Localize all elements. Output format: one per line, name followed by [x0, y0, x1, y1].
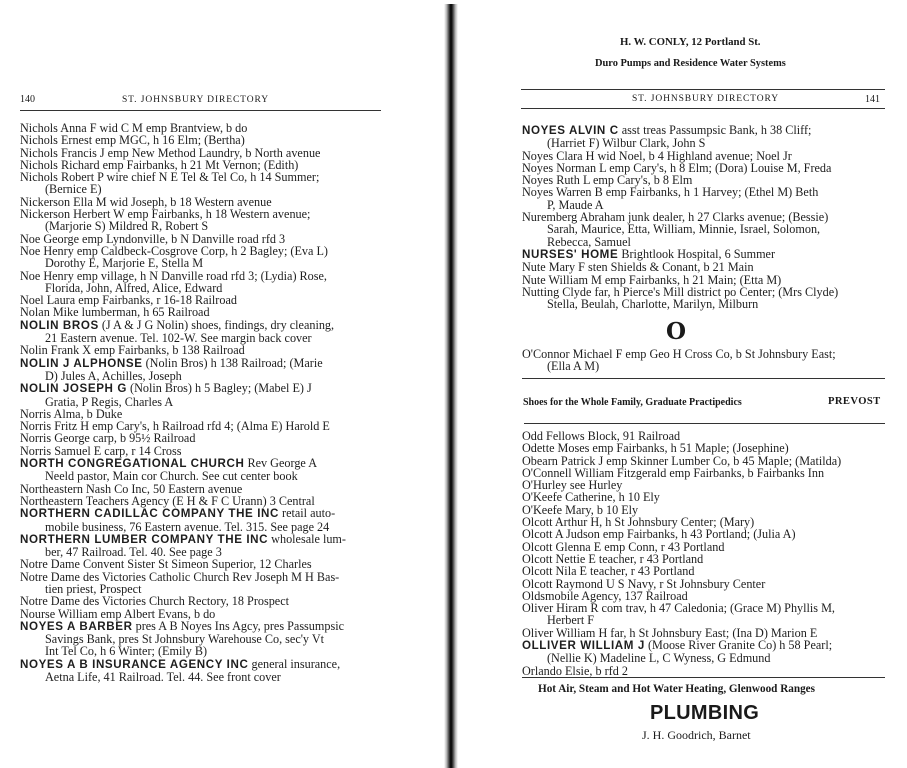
entry-text: Notre Dame des Victories Church Rectory, 18 Prospect	[20, 594, 290, 609]
entry-text: Nutting Clyde far, h Pierce's Mill district po Center; (Mrs Clyde)	[522, 284, 839, 299]
entry-text: mobile business, 76 Eastern avenue. Tel. 315. See page 24	[45, 519, 330, 534]
directory-entry	[20, 457, 346, 483]
entry-text: Dorothy E, Marjorie E, Stella M	[45, 256, 204, 271]
entry-text: Notre Dame Convent Sister St Simeon Superior, 12 Charles	[20, 557, 312, 572]
entry-text: Nichols Francis J emp New Method Laundry, b North avenue	[20, 145, 321, 160]
bottom-ad-plumbing: PLUMBING	[650, 702, 760, 724]
mid-ad-right: PREVOST	[828, 396, 881, 407]
entry-bold-name: NOLIN JOSEPH G	[20, 382, 127, 396]
entry-text: Noyes Warren B emp Fairbanks, h 1 Harvey; (Ethel M) Beth	[522, 185, 819, 200]
top-ad-line1: H. W. CONLY, 12 Portland St.	[620, 36, 761, 48]
entry-text: asst treas Passumpsic Bank, h 38 Cliff;	[618, 123, 812, 137]
entry-text: Olcott Raymond U S Navy, r St Johnsbury Center	[522, 576, 766, 591]
entry-text: retail auto-	[278, 506, 336, 521]
directory-entry	[522, 186, 838, 211]
entry-text: Int Tel Co, h 6 Winter; (Emily B)	[45, 644, 208, 659]
directory-entry	[20, 270, 346, 295]
entry-text: Northeastern Nash Co Inc, 50 Eastern avenue	[20, 481, 243, 496]
entry-text: O'Hurley see Hurley	[522, 478, 623, 493]
entry-text: Neeld pastor, Main cor Church. See cut center book	[45, 469, 298, 484]
running-head: ST. JOHNSBURY DIRECTORY	[632, 94, 779, 104]
entry-text: Nute William M emp Fairbanks, h 21 Main; (Etta M)	[522, 272, 782, 287]
entry-text: Nolin Frank X emp Fairbanks, b 138 Railroad	[20, 343, 245, 358]
entry-continuation-line	[522, 298, 838, 310]
entry-text: general insurance,	[248, 656, 341, 671]
entry-text: Oliver Hiram R com trav, h 47 Caledonia; (Grace M) Phyllis M,	[522, 601, 835, 616]
directory-entry	[522, 602, 841, 627]
entry-text: Nickerson Ella M wid Joseph, b 18 Western avenue	[20, 194, 272, 209]
directory-entry	[522, 665, 841, 677]
entry-text: Oldsmobile Agency, 137 Railroad	[522, 588, 688, 603]
entry-text: Noe George emp Lyndonville, b N Danville road rfd 3	[20, 231, 286, 246]
section-letter-heading: O	[666, 318, 687, 345]
header-rule	[521, 108, 885, 109]
entry-text: Rebecca, Samuel	[547, 234, 631, 249]
entry-text: Odette Moses emp Fairbanks, h 51 Maple; (Josephine)	[522, 441, 789, 456]
entry-text: ber, 47 Railroad. Tel. 40. See page 3	[45, 545, 222, 560]
directory-entry	[20, 620, 346, 658]
entry-text: Olcott A Judson emp Fairbanks, h 43 Portland; (Julia A)	[522, 527, 796, 542]
entry-line	[20, 658, 346, 671]
entry-list-o-first	[522, 348, 836, 373]
entry-text: O'Connell William Fitzgerald emp Fairbanks, b Fairbanks Inn	[522, 465, 825, 480]
entry-text: Noyes Norman L emp Cary's, h 8 Elm; (Dora) Louise M, Freda	[522, 160, 832, 175]
entry-line	[522, 124, 838, 137]
directory-entry	[522, 286, 838, 311]
entry-text: Rev George A	[244, 456, 317, 471]
directory-entry	[20, 245, 346, 270]
header-rule	[20, 110, 381, 111]
entry-text: Nourse William emp Albert Evans, b do	[20, 606, 216, 621]
entry-text: Noyes Clara H wid Noel, b 4 Highland avenue; Noel Jr	[522, 148, 792, 163]
directory-entry	[522, 248, 838, 261]
entry-text: (Moose River Granite Co) h 58 Pearl;	[644, 638, 833, 653]
entry-line	[522, 665, 841, 677]
entry-text: Odd Fellows Block, 91 Railroad	[522, 429, 681, 443]
entry-text: (Nolin Bros) h 138 Railroad; (Marie	[142, 355, 323, 370]
entry-text: Obearn Patrick J emp Skinner Lumber Co, b 45 Maple; (Matilda)	[522, 453, 842, 468]
entry-text: (J A & J G Nolin) shoes, findings, dry cleaning,	[98, 317, 335, 332]
directory-entry	[20, 533, 346, 559]
mid-ad-left: Shoes for the Whole Family, Graduate Practipedics	[523, 397, 742, 408]
entry-bold-name: NOYES A BARBER	[20, 619, 133, 633]
entry-text: Oliver William H far, h St Johnsbury East; (Ina D) Marion E	[522, 625, 818, 640]
entry-text: Noe Henry emp village, h N Danville road rfd 3; (Lydia) Rose,	[20, 268, 327, 283]
right-page	[462, 0, 907, 768]
entry-text: O'Keefe Catherine, h 10 Ely	[522, 490, 660, 505]
entry-bold-name: NORTH CONGREGATIONAL CHURCH	[20, 457, 245, 471]
entry-bold-name: NOYES A B INSURANCE AGENCY INC	[20, 657, 249, 671]
entry-list-left	[20, 122, 346, 683]
entry-bold-name: NORTHERN LUMBER COMPANY THE INC	[20, 532, 269, 546]
entry-text: 21 Eastern avenue. Tel. 102-W. See margin back cover	[45, 331, 312, 346]
entry-bold-name: NORTHERN CADILLAC COMPANY THE INC	[20, 507, 279, 521]
entry-text: pres A B Noyes Ins Agcy, pres Passumpsic	[132, 618, 345, 633]
entry-line	[522, 248, 838, 261]
entry-text: (Harriet F) Wilbur Clark, John S	[547, 136, 706, 151]
entry-text: Stella, Beulah, Charlotte, Marilyn, Milburn	[547, 297, 759, 312]
directory-entry	[20, 507, 346, 533]
entry-text: Northeastern Teachers Agency (E H & F C Urann) 3 Central	[20, 493, 315, 508]
entry-text: Noel Laura emp Fairbanks, r 16-18 Railroad	[20, 293, 237, 308]
entry-text: Nolan Mike lumberman, h 65 Railroad	[20, 305, 210, 320]
directory-entry	[20, 208, 346, 233]
entry-text: Norris Samuel E carp, r 14 Cross	[20, 443, 182, 458]
book-spine	[444, 4, 458, 768]
directory-entry	[20, 319, 346, 345]
entry-text: Florida, John, Alfred, Alice, Edward	[45, 280, 223, 295]
entry-line	[20, 620, 346, 633]
entry-list-n	[522, 124, 838, 310]
entry-text: Nuremberg Abraham junk dealer, h 27 Clarks avenue; (Bessie)	[522, 210, 829, 225]
entry-text: (Nolin Bros) h 5 Bagley; (Mabel E) J	[126, 381, 312, 396]
entry-text: Brightlook Hospital, 6 Summer	[618, 246, 776, 261]
entry-text: Nichols Ernest emp MGC, h 16 Elm; (Bertha)	[20, 133, 245, 148]
entry-bold-name: NOYES ALVIN C	[522, 124, 619, 137]
ad-rule-top	[522, 378, 885, 379]
entry-text: Gratia, P Regis, Charles A	[45, 394, 174, 409]
entry-text: Olcott Arthur H, h St Johnsbury Center; (Mary)	[522, 515, 755, 530]
bottom-ad-line3: J. H. Goodrich, Barnet	[642, 728, 751, 742]
directory-entry	[522, 639, 841, 665]
running-head: ST. JOHNSBURY DIRECTORY	[122, 95, 269, 105]
entry-line	[20, 319, 346, 332]
directory-entry	[20, 571, 346, 596]
entry-text: Savings Bank, pres St Johnsbury Warehouse Co, sec'y Vt	[45, 632, 325, 647]
entry-line	[20, 507, 346, 520]
directory-entry	[20, 171, 346, 196]
entry-text: (Bernice E)	[45, 182, 102, 197]
entry-bold-name: OLLIVER WILLIAM J	[522, 639, 645, 653]
top-rule	[521, 89, 885, 90]
directory-entry	[522, 124, 838, 150]
entry-line	[20, 533, 346, 546]
entry-text: Olcott Glenna E emp Conn, r 43 Portland	[522, 539, 725, 554]
entry-text: (Marjorie S) Mildred R, Robert S	[45, 219, 209, 234]
entry-text: (Nellie K) Madeline L, C Wyness, G Edmund	[547, 651, 771, 666]
entry-line	[522, 639, 841, 652]
entry-text: Aetna Life, 41 Railroad. Tel. 44. See front cover	[45, 670, 281, 685]
entry-bold-name: NOLIN J ALPHONSE	[20, 356, 143, 370]
entry-text: Sarah, Maurice, Etta, William, Minnie, Israel, Solomon,	[547, 222, 821, 237]
entry-text: wholesale lum-	[268, 531, 346, 546]
entry-text: Orlando Elsie, b rfd 2	[522, 663, 628, 678]
entry-line	[20, 357, 346, 370]
entry-continuation-line	[20, 671, 346, 683]
directory-entry	[20, 382, 346, 408]
bottom-ad-line1: Hot Air, Steam and Hot Water Heating, Glenwood Ranges	[538, 683, 816, 695]
directory-entry	[522, 211, 838, 248]
entry-text: Herbert F	[547, 613, 595, 628]
ad-rule-bottom	[524, 423, 885, 424]
entry-line	[20, 382, 346, 395]
entry-text: Norris Alma, b Duke	[20, 406, 123, 421]
entry-text: O'Keefe Mary, b 10 Ely	[522, 502, 639, 517]
entry-text: Noyes Ruth L emp Cary's, b 8 Elm	[522, 173, 693, 188]
entry-text: Nickerson Herbert W emp Fairbanks, h 18 Western avenue;	[20, 207, 311, 222]
entry-bold-name: NURSES' HOME	[522, 247, 619, 261]
entry-text: D) Jules A, Achilles, Joseph	[45, 368, 182, 383]
entry-text: tien priest, Prospect	[45, 581, 142, 596]
entry-text: Nichols Richard emp Fairbanks, h 21 Mt Vernon; (Edith)	[20, 157, 299, 172]
entry-bold-name: NOLIN BROS	[20, 318, 99, 332]
entry-text: P, Maude A	[547, 197, 604, 212]
directory-entry	[522, 348, 836, 373]
top-ad-line2: Duro Pumps and Residence Water Systems	[595, 58, 786, 69]
entry-text: Noe Henry emp Caldbeck-Cosgrove Corp, h 2 Bagley; (Eva L)	[20, 243, 328, 258]
page-number: 140	[20, 94, 35, 105]
entry-line	[20, 457, 346, 470]
page-number: 141	[865, 94, 880, 105]
entry-text: Olcott Nettie E teacher, r 43 Portland	[522, 551, 704, 566]
entry-continuation-line	[522, 360, 836, 372]
entry-text: Olcott Nila E teacher, r 43 Portland	[522, 564, 695, 579]
entry-text: O'Connor Michael F emp Geo H Cross Co, b St Johnsbury East;	[522, 347, 836, 361]
entry-list-o	[522, 430, 841, 677]
bottom-ad-rule	[522, 677, 885, 678]
entry-text: Norris George carp, b 95½ Railroad	[20, 431, 196, 446]
entry-text: Nute Mary F sten Shields & Conant, b 21 Main	[522, 260, 754, 275]
directory-entry	[20, 357, 346, 383]
entry-text: (Ella A M)	[547, 359, 600, 374]
entry-text: Nichols Anna F wid C M emp Brantview, b do	[20, 121, 248, 135]
entry-text: Notre Dame des Victories Catholic Church Rev Joseph M H Bas-	[20, 569, 340, 584]
directory-entry	[20, 658, 346, 684]
entry-text: Norris Fritz H emp Cary's, h Railroad rfd 4; (Alma E) Harold E	[20, 419, 330, 434]
entry-text: Nichols Robert P wire chief N E Tel & Tel Co, h 14 Summer;	[20, 170, 320, 185]
left-page	[0, 0, 440, 768]
